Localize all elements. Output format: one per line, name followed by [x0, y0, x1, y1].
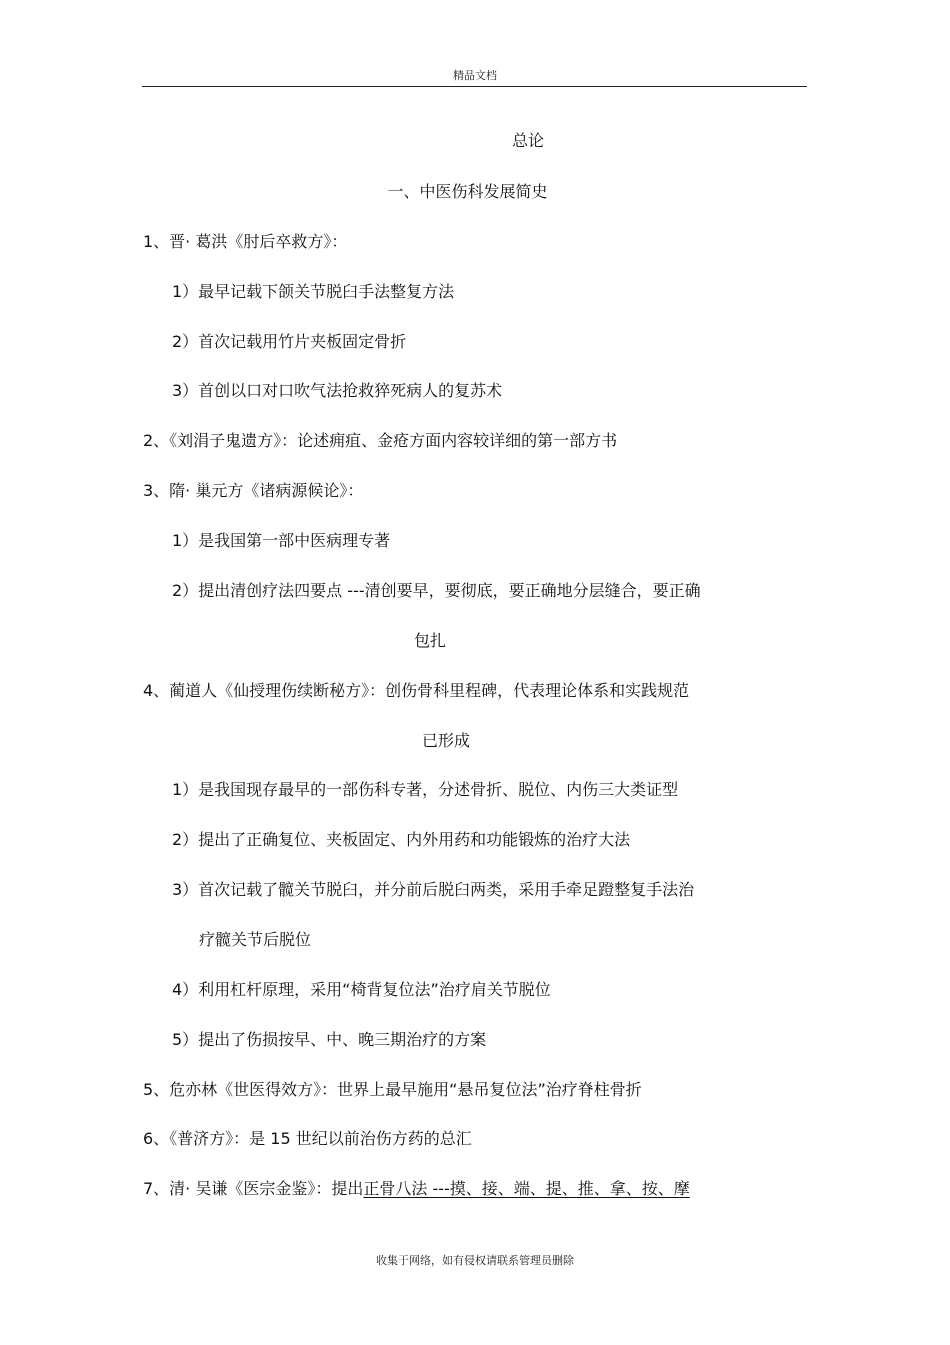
sub-list-item: 3）首创以口对口吹气法抢救猝死病人的复苏术 — [172, 381, 503, 400]
list-item: 3、隋· 巢元方《诸病源候论》： — [143, 481, 364, 500]
list-item: 6、《普济方》：是 15 世纪以前治伤方药的总汇 — [143, 1129, 472, 1148]
sub-list-item: 2）提出了正确复位、夹板固定、内外用药和功能锻炼的治疗大法 — [172, 830, 631, 849]
underlined-phrase: 正骨八法 ---摸、接、端、提、推、拿、按、摩 — [363, 1179, 690, 1198]
list-item — [143, 1179, 690, 1199]
sub-list-item-continuation: 疗髋关节后脱位 — [199, 930, 312, 949]
sub-list-item-continuation: 包扎 — [414, 631, 447, 650]
list-item: 1、晋· 葛洪《肘后卒救方》： — [143, 232, 348, 251]
sub-list-item: 2）提出清创疗法四要点 ---清创要早，要彻底，要正确地分层缝合，要正确 — [172, 581, 701, 600]
page-footer: 收集于网络，如有侵权请联系管理员删除 — [376, 1254, 574, 1267]
document-title: 总论 — [511, 131, 544, 150]
list-item: 5、危亦林《世医得效方》：世界上最早施用“悬吊复位法”治疗脊柱骨折 — [143, 1080, 642, 1099]
sub-list-item: 2）首次记载用竹片夹板固定骨折 — [172, 332, 407, 351]
list-item-continuation: 已形成 — [422, 731, 471, 750]
section-title: 一、中医伤科发展简史 — [387, 182, 548, 201]
list-item: 4、蔺道人《仙授理伤续断秘方》：创伤骨科里程碑，代表理论体系和实践规范 — [143, 681, 690, 700]
list-item-text: 7、清· 吴谦《医宗金鉴》：提出 — [143, 1179, 364, 1198]
sub-list-item: 4）利用杠杆原理，采用“椅背复位法”治疗肩关节脱位 — [172, 980, 551, 999]
header-divider — [142, 86, 807, 87]
sub-list-item: 3）首次记载了髋关节脱臼，并分前后脱臼两类，采用手牵足蹬整复手法治 — [172, 880, 695, 899]
page-header: 精品文档 — [453, 69, 497, 82]
sub-list-item: 1）是我国现存最早的一部伤科专著，分述骨折、脱位、内伤三大类证型 — [172, 780, 679, 799]
sub-list-item: 1）是我国第一部中医病理专著 — [172, 531, 391, 550]
sub-list-item: 5）提出了伤损按早、中、晚三期治疗的方案 — [172, 1030, 487, 1049]
sub-list-item: 1）最早记载下颌关节脱臼手法整复方法 — [172, 282, 455, 301]
list-item: 2、《刘涓子鬼遗方》：论述痈疽、金疮方面内容较详细的第一部方书 — [143, 431, 618, 450]
